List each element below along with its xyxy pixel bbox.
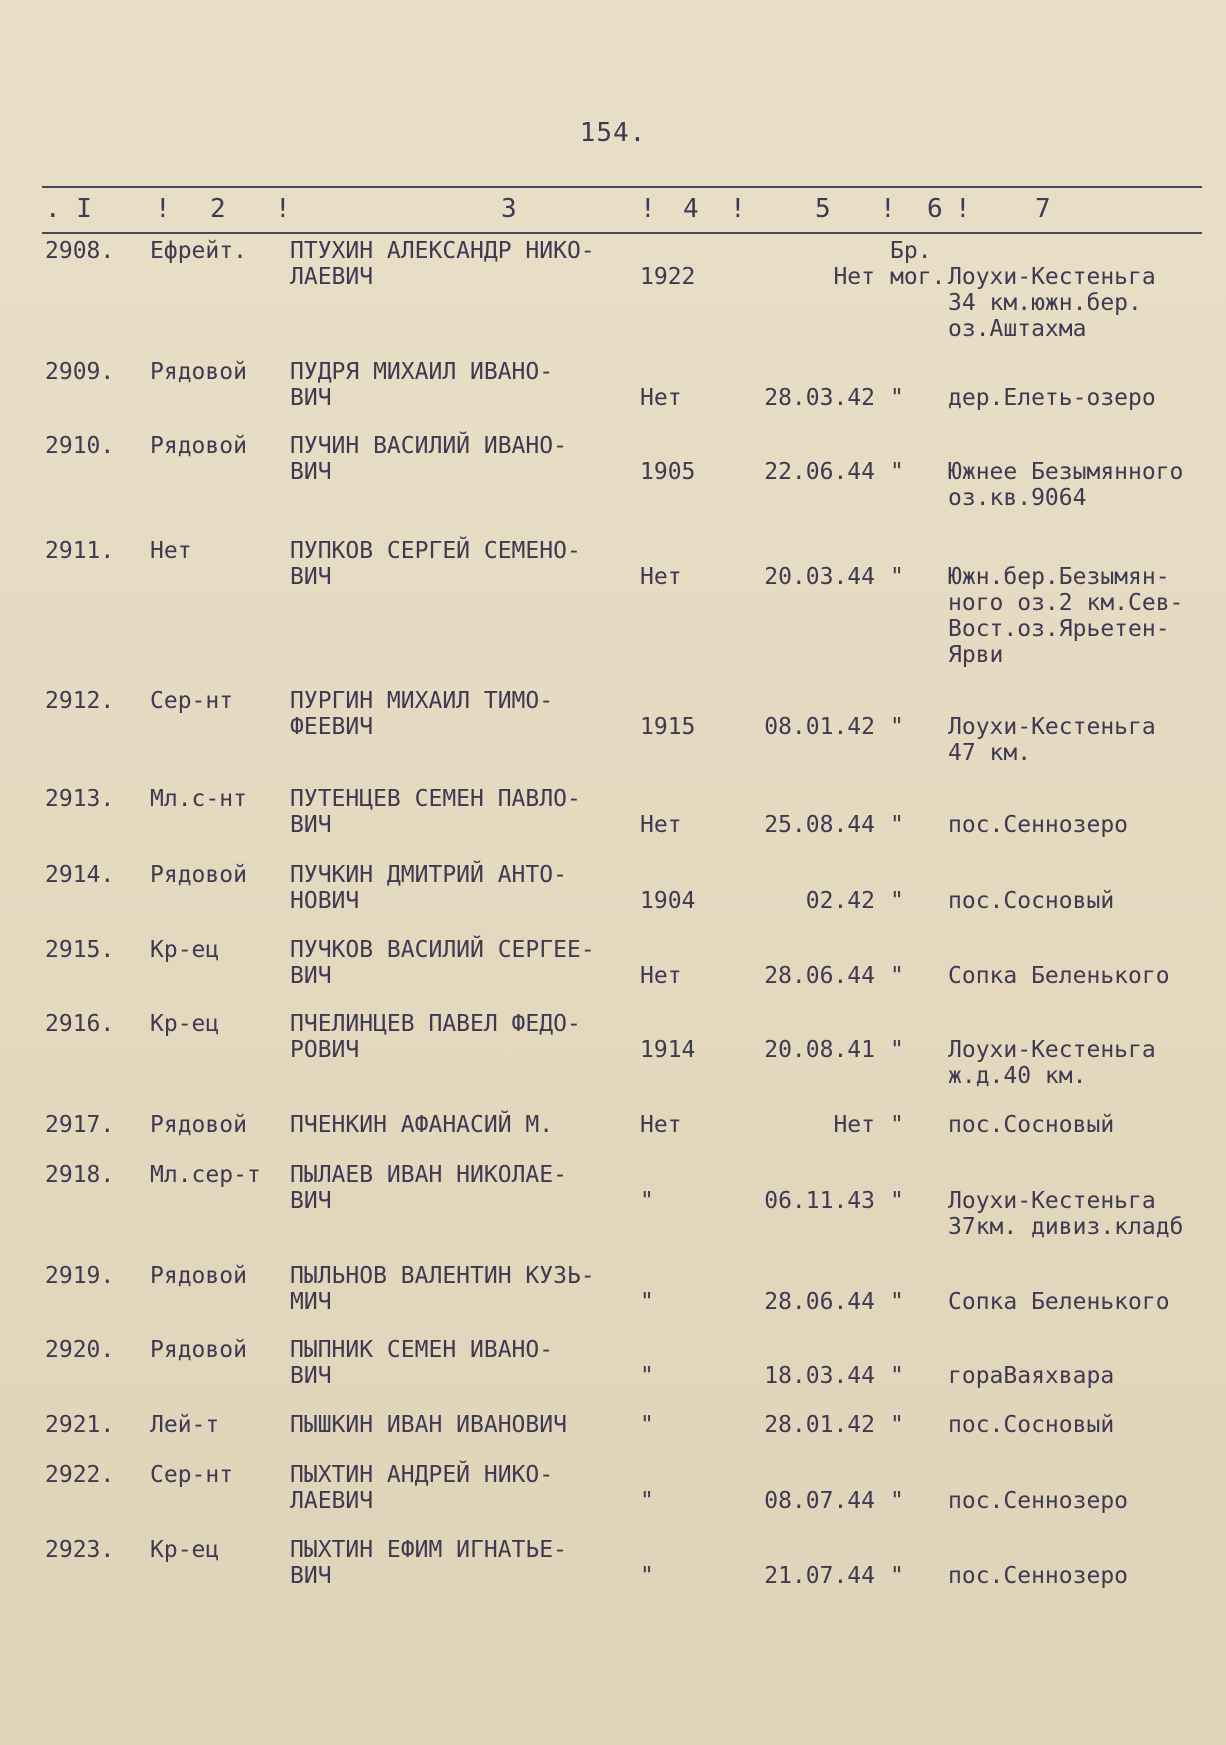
record-number: 2916.	[45, 1011, 115, 1037]
record-death-date: 02.42	[805, 888, 875, 914]
record-name-line: ПЫХТИН ЕФИМ ИГНАТЬЕ-	[290, 1537, 567, 1563]
record-burial-place	[948, 1037, 1156, 1089]
record-burial-place	[948, 1488, 1128, 1514]
record-name-line: ПЫХТИН АНДРЕЙ НИКО-	[290, 1462, 554, 1488]
record-name	[290, 1263, 595, 1315]
record-death-date: 28.06.44	[764, 963, 875, 989]
record-name-line: ВИЧ	[290, 1563, 332, 1589]
record-place-line: Лоухи-Кестеньга	[948, 1188, 1156, 1214]
record-death-date: Нет	[833, 1112, 875, 1138]
record-burial-place	[948, 264, 1156, 342]
record-birth-year: Нет	[640, 385, 682, 411]
record-place-line: Лоухи-Кестеньга	[948, 1037, 1156, 1063]
record-place-line: ного оз.2 км.Сев-	[948, 590, 1184, 616]
record-name-line: ПЧЕНКИН АФАНАСИЙ М.	[290, 1112, 554, 1138]
record-grave-type: "	[890, 385, 904, 411]
record-name-line: ПЫПНИК СЕМЕН ИВАНО-	[290, 1337, 554, 1363]
record-rank: Нет	[150, 538, 192, 564]
record-place-line: Сопка Беленького	[948, 963, 1170, 989]
record-death-date: 20.03.44	[764, 564, 875, 590]
record-rank: Рядовой	[150, 1263, 247, 1289]
header-separator: !	[155, 194, 171, 224]
record-grave-type: Бр.	[890, 238, 932, 264]
record-number: 2915.	[45, 937, 115, 963]
record-burial-place	[948, 1412, 1114, 1438]
record-name-line: ПЫЛЬНОВ ВАЛЕНТИН КУЗЬ-	[290, 1263, 595, 1289]
record-place-line: пос.Сосновый	[948, 1412, 1115, 1438]
record-name-line: ВИЧ	[290, 963, 332, 989]
header-separator: !	[730, 194, 746, 224]
header-bottom-rule	[42, 232, 1202, 234]
record-burial-place	[948, 1363, 1114, 1389]
record-name-line: ВИЧ	[290, 564, 332, 590]
header-col-4: 4	[683, 194, 699, 224]
record-grave-type: "	[890, 888, 904, 914]
record-place-line: пос.Сосновый	[948, 888, 1115, 914]
record-burial-place	[948, 888, 1114, 914]
record-grave-type: "	[890, 1563, 904, 1589]
record-grave-type: "	[890, 963, 904, 989]
record-burial-place	[948, 1188, 1183, 1240]
record-number: 2914.	[45, 862, 115, 888]
record-name-line: ПЫЛАЕВ ИВАН НИКОЛАЕ-	[290, 1162, 567, 1188]
record-place-line: дер.Елеть-озеро	[948, 385, 1156, 411]
record-name-line: ВИЧ	[290, 459, 332, 485]
record-rank: Мл.с-нт	[150, 786, 247, 812]
record-death-date: 28.01.42	[764, 1412, 875, 1438]
record-birth-year: Нет	[640, 564, 682, 590]
record-place-line: гораВаяхвара	[948, 1363, 1115, 1389]
record-name	[290, 688, 553, 740]
record-name	[290, 937, 595, 989]
record-death-date: 18.03.44	[764, 1363, 875, 1389]
record-rank: Рядовой	[150, 1112, 247, 1138]
record-grave-type: "	[890, 1037, 904, 1063]
record-death-date: 08.07.44	[764, 1488, 875, 1514]
record-death-date: 08.01.42	[764, 714, 875, 740]
record-number: 2921.	[45, 1412, 115, 1438]
header-separator: !	[880, 194, 896, 224]
record-grave-type: "	[890, 1289, 904, 1315]
record-rank: Кр-ец	[150, 1537, 220, 1563]
record-place-line: оз.Аштахма	[948, 316, 1087, 342]
record-death-date: 28.03.42	[764, 385, 875, 411]
record-grave-type: "	[890, 564, 904, 590]
record-burial-place	[948, 812, 1128, 838]
record-birth-year: "	[640, 1488, 654, 1514]
record-name-line: ПУПКОВ СЕРГЕЙ СЕМЕНО-	[290, 538, 581, 564]
record-grave-type: "	[890, 812, 904, 838]
record-grave-type: "	[890, 459, 904, 485]
record-number: 2917.	[45, 1112, 115, 1138]
record-place-line: пос.Сеннозеро	[948, 812, 1129, 838]
record-death-date: 06.11.43	[764, 1188, 875, 1214]
record-place-line: пос.Сосновый	[948, 1112, 1115, 1138]
record-rank: Рядовой	[150, 359, 247, 385]
record-name	[290, 1337, 553, 1389]
record-place-line: Южн.бер.Безымян-	[948, 564, 1170, 590]
record-birth-year: 1922	[640, 264, 696, 290]
record-place-line: пос.Сеннозеро	[948, 1488, 1129, 1514]
record-name	[290, 1011, 581, 1063]
record-birth-year: 1914	[640, 1037, 696, 1063]
record-name	[290, 1162, 567, 1214]
record-burial-place	[948, 714, 1156, 766]
record-name	[290, 1112, 553, 1138]
record-place-line: 34 км.южн.бер.	[948, 290, 1142, 316]
header-col-5: 5	[815, 194, 831, 224]
header-col-2: 2	[210, 194, 226, 224]
record-name-line: ФЕЕВИЧ	[290, 714, 374, 740]
record-death-date: 21.07.44	[764, 1563, 875, 1589]
record-place-line: Лоухи-Кестеньга	[948, 714, 1156, 740]
record-name-line: ПЫШКИН ИВАН ИВАНОВИЧ	[290, 1412, 567, 1438]
record-rank: Сер-нт	[150, 1462, 234, 1488]
record-number: 2912.	[45, 688, 115, 714]
record-name	[290, 786, 581, 838]
record-number: 2909.	[45, 359, 115, 385]
record-name-line: ВИЧ	[290, 1188, 332, 1214]
record-burial-place	[948, 385, 1156, 411]
record-place-line: Южнее Безымянного	[948, 459, 1184, 485]
record-number: 2908.	[45, 238, 115, 264]
record-place-line: Ярви	[948, 642, 1004, 668]
table-header	[45, 194, 1205, 228]
record-name-line: РОВИЧ	[290, 1037, 360, 1063]
record-place-line: Сопка Беленького	[948, 1289, 1170, 1315]
record-name	[290, 238, 595, 290]
record-place-line: Вост.оз.Ярьетен-	[948, 616, 1170, 642]
record-birth-year: "	[640, 1563, 654, 1589]
record-number: 2911.	[45, 538, 115, 564]
record-name-line: ВИЧ	[290, 1363, 332, 1389]
header-separator: !	[640, 194, 656, 224]
record-birth-year: "	[640, 1363, 654, 1389]
record-name-line: ПУРГИН МИХАИЛ ТИМО-	[290, 688, 554, 714]
record-birth-year: Нет	[640, 963, 682, 989]
record-burial-place	[948, 1112, 1114, 1138]
record-name-line: ВИЧ	[290, 385, 332, 411]
record-name	[290, 359, 553, 411]
record-name-line: ПУТЕНЦЕВ СЕМЕН ПАВЛО-	[290, 786, 581, 812]
record-birth-year: "	[640, 1289, 654, 1315]
record-number: 2918.	[45, 1162, 115, 1188]
record-place-line: 47 км.	[948, 740, 1032, 766]
record-death-date: Нет	[833, 264, 875, 290]
record-name-line: НОВИЧ	[290, 888, 360, 914]
record-death-date: 25.08.44	[764, 812, 875, 838]
record-name	[290, 1462, 553, 1514]
record-birth-year: 1915	[640, 714, 696, 740]
record-birth-year: 1904	[640, 888, 696, 914]
record-name	[290, 433, 567, 485]
record-number: 2919.	[45, 1263, 115, 1289]
record-name-line: ПТУХИН АЛЕКСАНДР НИКО-	[290, 238, 595, 264]
record-birth-year: Нет	[640, 1112, 682, 1138]
record-grave-type: "	[890, 1188, 904, 1214]
record-burial-place	[948, 963, 1170, 989]
header-separator: !	[275, 194, 291, 224]
record-number: 2910.	[45, 433, 115, 459]
record-name	[290, 862, 567, 914]
record-birth-year: "	[640, 1412, 654, 1438]
record-name-line: МИЧ	[290, 1289, 332, 1315]
record-grave-type: "	[890, 1112, 904, 1138]
record-name-line: ВИЧ	[290, 812, 332, 838]
header-col-7: 7	[1035, 194, 1051, 224]
record-name-line: ПУДРЯ МИХАИЛ ИВАНО-	[290, 359, 554, 385]
record-grave-type: "	[890, 1488, 904, 1514]
record-grave-type: "	[890, 1363, 904, 1389]
record-place-line: пос.Сеннозеро	[948, 1563, 1129, 1589]
record-birth-year: "	[640, 1188, 654, 1214]
record-rank: Кр-ец	[150, 1011, 220, 1037]
record-name-line: ПУЧИН ВАСИЛИЙ ИВАНО-	[290, 433, 567, 459]
header-separator: !	[955, 194, 971, 224]
record-place-line: 37км. дивиз.кладб	[948, 1214, 1184, 1240]
record-name	[290, 1412, 567, 1438]
record-death-date: 20.08.41	[764, 1037, 875, 1063]
page-number: 154.	[579, 118, 647, 148]
record-number: 2920.	[45, 1337, 115, 1363]
record-place-line: оз.кв.9064	[948, 485, 1087, 511]
record-burial-place	[948, 564, 1183, 668]
record-number: 2923.	[45, 1537, 115, 1563]
record-rank: Мл.сер-т	[150, 1162, 261, 1188]
header-col-3: 3	[501, 194, 517, 224]
record-name-line: ПУЧКОВ ВАСИЛИЙ СЕРГЕЕ-	[290, 937, 595, 963]
record-rank: Рядовой	[150, 1337, 247, 1363]
record-grave-type: "	[890, 1412, 904, 1438]
record-name	[290, 1537, 567, 1589]
record-birth-year: Нет	[640, 812, 682, 838]
header-col-6: 6	[927, 194, 943, 224]
record-grave-type: "	[890, 714, 904, 740]
record-burial-place	[948, 459, 1183, 511]
record-burial-place	[948, 1563, 1128, 1589]
record-place-line: Лоухи-Кестеньга	[948, 264, 1156, 290]
record-name	[290, 538, 581, 590]
record-rank: Лей-т	[150, 1412, 220, 1438]
record-place-line: ж.д.40 км.	[948, 1063, 1087, 1089]
record-rank: Ефрейт.	[150, 238, 247, 264]
record-name-line: ЛАЕВИЧ	[290, 264, 374, 290]
record-grave-type-2: мог.	[890, 264, 946, 290]
header-top-rule	[42, 186, 1202, 188]
record-rank: Рядовой	[150, 433, 247, 459]
record-birth-year: 1905	[640, 459, 696, 485]
record-name-line: ПЧЕЛИНЦЕВ ПАВЕЛ ФЕДО-	[290, 1011, 581, 1037]
record-burial-place	[948, 1289, 1170, 1315]
record-rank: Сер-нт	[150, 688, 234, 714]
record-name-line: ЛАЕВИЧ	[290, 1488, 374, 1514]
header-col-1: . I	[45, 194, 92, 224]
record-number: 2922.	[45, 1462, 115, 1488]
record-name-line: ПУЧКИН ДМИТРИЙ АНТО-	[290, 862, 567, 888]
record-number: 2913.	[45, 786, 115, 812]
record-rank: Рядовой	[150, 862, 247, 888]
record-rank: Кр-ец	[150, 937, 220, 963]
record-death-date: 22.06.44	[764, 459, 875, 485]
record-death-date: 28.06.44	[764, 1289, 875, 1315]
